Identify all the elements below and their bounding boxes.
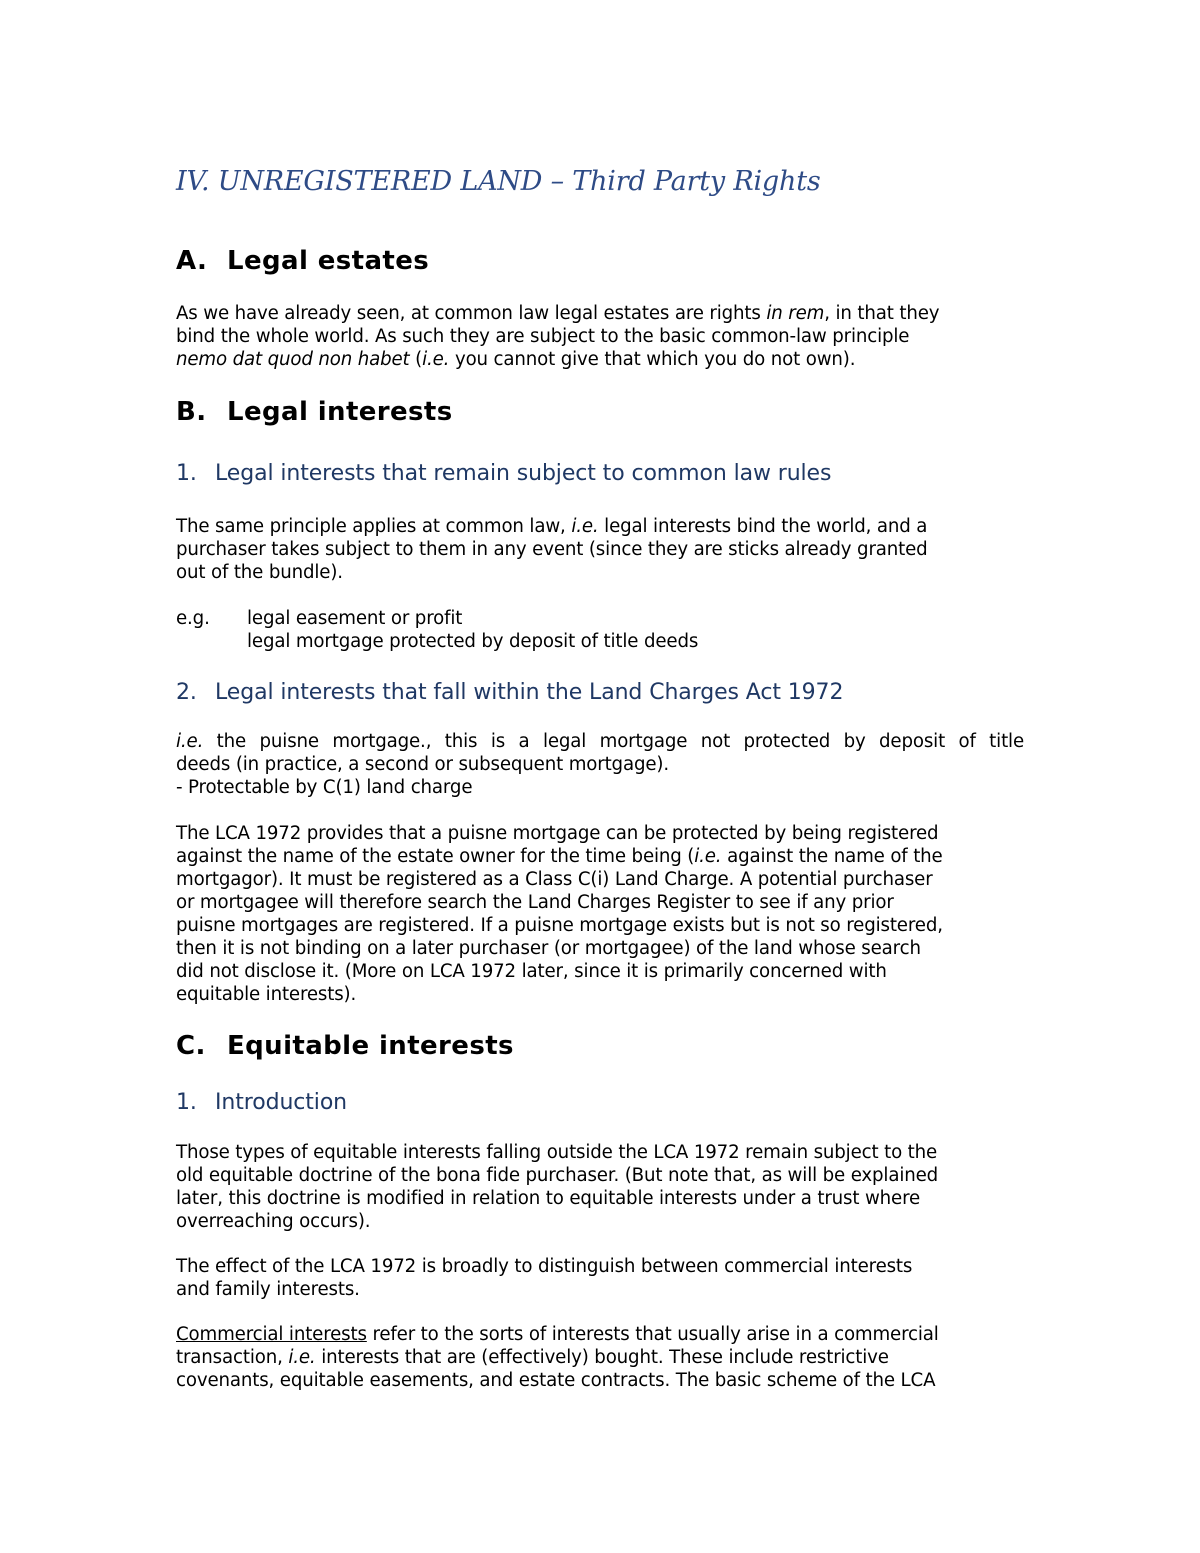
text-line: equitable interests). <box>176 984 357 1005</box>
subsection-number: 1. <box>176 1090 197 1115</box>
heading-b2 <box>176 680 843 705</box>
text-line: The effect of the LCA 1972 is broadly to distinguish between commercial interests <box>176 1256 913 1277</box>
text-line <box>176 302 939 325</box>
text-run: The same principle applies at common law, <box>176 516 572 537</box>
underlined-term: Commercial interests <box>176 1324 367 1345</box>
paragraph-puisne-mortgage <box>176 730 1024 799</box>
paragraph-common-law-rules <box>176 515 928 584</box>
text-line <box>176 1346 939 1369</box>
italic-term: i.e. <box>422 349 450 370</box>
section-heading-text: Legal estates <box>227 246 430 276</box>
subsection-number: 2. <box>176 680 197 705</box>
text-run: refer to the sorts of interests that usually arise in a commercial <box>366 1324 939 1345</box>
text-line: covenants, equitable easements, and estate contracts. The basic scheme of the LCA <box>176 1370 936 1391</box>
text-line: purchaser takes subject to them in any event (since they are sticks already granted <box>176 539 928 560</box>
example-label: e.g. <box>176 608 210 629</box>
italic-term: i.e. <box>288 1347 316 1368</box>
example-row <box>176 607 698 630</box>
heading-section-a <box>176 246 429 276</box>
text-line: deeds (in practice, a second or subsequent mortgage). <box>176 754 669 775</box>
text-line: and family interests. <box>176 1279 360 1300</box>
text-line: then it is not binding on a later purchaser (or mortgagee) of the land whose search <box>176 938 921 959</box>
italic-term: i.e. <box>176 731 204 752</box>
heading-section-c <box>176 1031 514 1061</box>
section-heading-text: Legal interests <box>227 397 453 427</box>
paragraph-introduction <box>176 1141 938 1233</box>
text-run: interests that are (effectively) bought. These include restrictive <box>315 1347 889 1368</box>
italic-term: in rem <box>766 303 825 324</box>
text-run: you cannot give that which you do not own). <box>449 349 856 370</box>
section-number: B. <box>176 397 207 427</box>
section-number: C. <box>176 1031 206 1061</box>
examples-list <box>176 607 698 653</box>
text-line <box>176 1323 939 1346</box>
text-line: old equitable doctrine of the bona fide purchaser. (But note that, as will be explained <box>176 1165 939 1186</box>
heading-section-b <box>176 397 453 427</box>
subsection-heading-text: Legal interests that remain subject to common law rules <box>215 461 832 486</box>
heading-c1 <box>176 1090 347 1115</box>
italic-term: nemo dat quod non habet <box>176 349 410 370</box>
text-line <box>176 515 928 538</box>
text-run: , in that they <box>824 303 940 324</box>
text-line: - Protectable by C(1) land charge <box>176 777 473 798</box>
section-number: A. <box>176 246 208 276</box>
text-line: overreaching occurs). <box>176 1211 371 1232</box>
section-heading-text: Equitable interests <box>227 1031 514 1061</box>
text-line: puisne mortgages are registered. If a puisne mortgage exists but is not so registered, <box>176 915 943 936</box>
text-line: bind the whole world. As such they are subject to the basic common-law principle <box>176 326 910 347</box>
text-run: against the name of the estate owner for the time being ( <box>176 846 695 867</box>
text-line: The LCA 1972 provides that a puisne mortgage can be protected by being registered <box>176 823 939 844</box>
example-row <box>176 630 698 653</box>
paragraph-lca-effect <box>176 1255 912 1301</box>
text-line: out of the bundle). <box>176 562 343 583</box>
text-run: the puisne mortgage., this is a legal mortgage not protected by deposit of title <box>203 731 1024 752</box>
page-title: IV. UNREGISTERED LAND – Third Party Rights <box>176 166 821 197</box>
text-line: did not disclose it. (More on LCA 1972 later, since it is primarily concerned with <box>176 961 887 982</box>
paragraph-legal-estates <box>176 302 939 371</box>
text-line <box>176 845 943 868</box>
text-line <box>176 730 1024 753</box>
italic-term: i.e. <box>694 846 722 867</box>
text-run: against the name of the <box>721 846 943 867</box>
text-run: As we have already seen, at common law legal estates are rights <box>176 303 767 324</box>
subsection-heading-text: Introduction <box>215 1090 348 1115</box>
example-item: legal easement or profit <box>247 608 463 629</box>
text-line <box>176 348 939 371</box>
paragraph-lca-1972 <box>176 822 943 1006</box>
text-line: or mortgagee will therefore search the Land Charges Register to see if any prior <box>176 892 894 913</box>
text-run: transaction, <box>176 1347 289 1368</box>
text-run: legal interests bind the world, and a <box>598 516 928 537</box>
text-run: ( <box>409 349 423 370</box>
text-line: Those types of equitable interests falling outside the LCA 1972 remain subject to the <box>176 1142 938 1163</box>
paragraph-commercial-interests <box>176 1323 939 1392</box>
subsection-number: 1. <box>176 461 197 486</box>
heading-b1 <box>176 461 831 486</box>
text-line: mortgagor). It must be registered as a Class C(i) Land Charge. A potential purchaser <box>176 869 933 890</box>
text-line: later, this doctrine is modified in relation to equitable interests under a trust where <box>176 1188 921 1209</box>
italic-term: i.e. <box>571 516 599 537</box>
example-item: legal mortgage protected by deposit of title deeds <box>247 631 699 652</box>
subsection-heading-text: Legal interests that fall within the Land Charges Act 1972 <box>215 680 844 705</box>
